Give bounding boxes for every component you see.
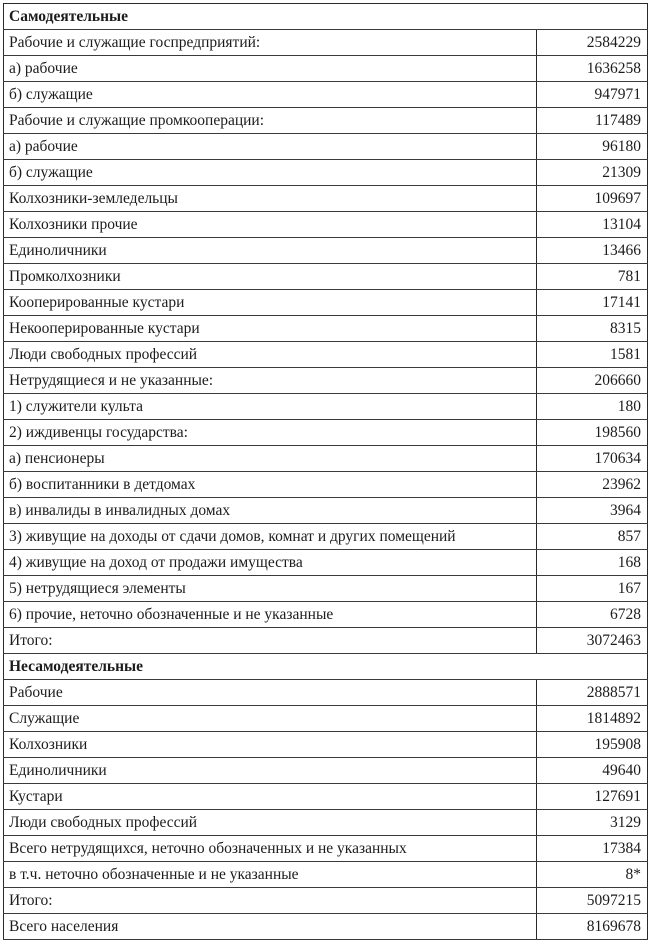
table-row bbox=[4, 186, 648, 212]
table-row bbox=[4, 602, 648, 628]
row-label: Рабочие bbox=[4, 680, 537, 706]
row-value: 180 bbox=[537, 394, 648, 420]
row-value: 96180 bbox=[537, 134, 648, 160]
row-value: 21309 bbox=[537, 160, 648, 186]
row-label: 5) нетрудящиеся элементы bbox=[4, 576, 537, 602]
section-header-row bbox=[4, 654, 648, 680]
row-value: 8315 bbox=[537, 316, 648, 342]
row-label: Нетрудящиеся и не указанные: bbox=[4, 368, 537, 394]
row-value: 195908 bbox=[537, 732, 648, 758]
row-value: 1581 bbox=[537, 342, 648, 368]
table-row bbox=[4, 862, 648, 888]
table-row bbox=[4, 888, 648, 914]
table-row bbox=[4, 498, 648, 524]
row-value: 8* bbox=[537, 862, 648, 888]
row-label: Кустари bbox=[4, 784, 537, 810]
table-row bbox=[4, 82, 648, 108]
row-label: б) служащие bbox=[4, 82, 537, 108]
table-row bbox=[4, 576, 648, 602]
row-value: 3072463 bbox=[537, 628, 648, 654]
row-label: в т.ч. неточно обозначенные и не указанные bbox=[4, 862, 537, 888]
row-value: 2888571 bbox=[537, 680, 648, 706]
row-label: б) служащие bbox=[4, 160, 537, 186]
row-label: 2) иждивенцы государства: bbox=[4, 420, 537, 446]
row-value: 5097215 bbox=[537, 888, 648, 914]
table-row bbox=[4, 108, 648, 134]
row-label: Служащие bbox=[4, 706, 537, 732]
table-row bbox=[4, 212, 648, 238]
table-row bbox=[4, 394, 648, 420]
row-label: Люди свободных профессий bbox=[4, 342, 537, 368]
row-label: в) инвалиды в инвалидных домах bbox=[4, 498, 537, 524]
row-value: 1636258 bbox=[537, 56, 648, 82]
row-label: Всего нетрудящихся, неточно обозначенных и не указанных bbox=[4, 836, 537, 862]
table-row bbox=[4, 368, 648, 394]
section-title: Несамодеятельные bbox=[4, 654, 648, 680]
row-value: 17384 bbox=[537, 836, 648, 862]
row-label: Кооперированные кустари bbox=[4, 290, 537, 316]
table-row bbox=[4, 784, 648, 810]
table-row bbox=[4, 680, 648, 706]
row-label: а) рабочие bbox=[4, 56, 537, 82]
population-table-document bbox=[3, 3, 647, 940]
row-value: 206660 bbox=[537, 368, 648, 394]
row-value: 13104 bbox=[537, 212, 648, 238]
table-row bbox=[4, 446, 648, 472]
row-value: 49640 bbox=[537, 758, 648, 784]
row-label: Колхозники прочие bbox=[4, 212, 537, 238]
table-row bbox=[4, 264, 648, 290]
row-value: 8169678 bbox=[537, 914, 648, 940]
table-row bbox=[4, 342, 648, 368]
row-label: 1) служители культа bbox=[4, 394, 537, 420]
row-value: 2584229 bbox=[537, 30, 648, 56]
row-label: а) пенсионеры bbox=[4, 446, 537, 472]
row-value: 3129 bbox=[537, 810, 648, 836]
row-value: 170634 bbox=[537, 446, 648, 472]
row-value: 781 bbox=[537, 264, 648, 290]
table-row bbox=[4, 420, 648, 446]
table-row bbox=[4, 524, 648, 550]
row-value: 23962 bbox=[537, 472, 648, 498]
row-label: Итого: bbox=[4, 888, 537, 914]
row-label: Рабочие и служащие промкооперации: bbox=[4, 108, 537, 134]
table-row bbox=[4, 134, 648, 160]
row-value: 167 bbox=[537, 576, 648, 602]
row-label: 4) живущие на доход от продажи имущества bbox=[4, 550, 537, 576]
table-row bbox=[4, 550, 648, 576]
row-label: 3) живущие на доходы от сдачи домов, комнат и других помещений bbox=[4, 524, 537, 550]
row-value: 947971 bbox=[537, 82, 648, 108]
section-header-row bbox=[4, 4, 648, 30]
row-value: 117489 bbox=[537, 108, 648, 134]
table-row bbox=[4, 56, 648, 82]
table-row bbox=[4, 914, 648, 940]
row-label: Рабочие и служащие госпредприятий: bbox=[4, 30, 537, 56]
row-value: 168 bbox=[537, 550, 648, 576]
row-label: Некооперированные кустари bbox=[4, 316, 537, 342]
row-value: 17141 bbox=[537, 290, 648, 316]
table-row bbox=[4, 316, 648, 342]
table-row bbox=[4, 758, 648, 784]
population-table bbox=[3, 3, 648, 940]
row-label: Итого: bbox=[4, 628, 537, 654]
row-value: 198560 bbox=[537, 420, 648, 446]
row-label: Единоличники bbox=[4, 238, 537, 264]
row-label: а) рабочие bbox=[4, 134, 537, 160]
table-row bbox=[4, 628, 648, 654]
table-row bbox=[4, 706, 648, 732]
table-row bbox=[4, 160, 648, 186]
row-label: Люди свободных профессий bbox=[4, 810, 537, 836]
table-row bbox=[4, 290, 648, 316]
row-value: 127691 bbox=[537, 784, 648, 810]
row-value: 109697 bbox=[537, 186, 648, 212]
row-label: Колхозники bbox=[4, 732, 537, 758]
row-value: 13466 bbox=[537, 238, 648, 264]
row-value: 3964 bbox=[537, 498, 648, 524]
row-label: Всего населения bbox=[4, 914, 537, 940]
row-value: 857 bbox=[537, 524, 648, 550]
row-label: б) воспитанники в детдомах bbox=[4, 472, 537, 498]
table-row bbox=[4, 30, 648, 56]
table-row bbox=[4, 472, 648, 498]
row-label: Колхозники-земледельцы bbox=[4, 186, 537, 212]
row-value: 1814892 bbox=[537, 706, 648, 732]
row-label: Единоличники bbox=[4, 758, 537, 784]
row-label: 6) прочие, неточно обозначенные и не указанные bbox=[4, 602, 537, 628]
table-row bbox=[4, 238, 648, 264]
row-label: Промколхозники bbox=[4, 264, 537, 290]
table-row bbox=[4, 836, 648, 862]
row-value: 6728 bbox=[537, 602, 648, 628]
table-row bbox=[4, 810, 648, 836]
table-row bbox=[4, 732, 648, 758]
section-title: Самодеятельные bbox=[4, 4, 648, 30]
table-body bbox=[4, 4, 648, 940]
